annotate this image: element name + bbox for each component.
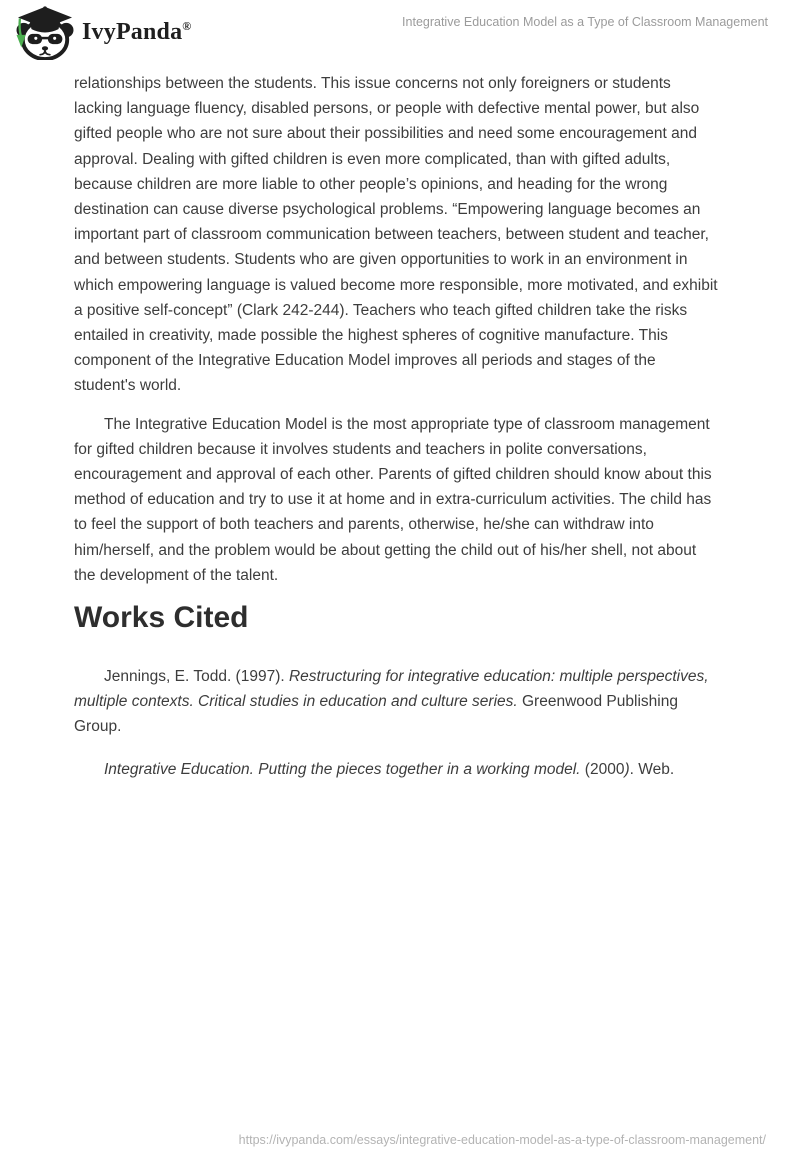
document-body — [74, 63, 718, 799]
essay-paragraph — [74, 71, 718, 399]
text-run: . Web. — [629, 760, 675, 778]
brand-name-text: IvyPanda — [82, 19, 183, 45]
text-run: (2000 — [580, 760, 625, 778]
text-run-italic: Restructuring for integrative education: multiple perspectives, multiple contexts. Critical studies in education and culture series. — [74, 668, 709, 711]
citation-entry — [74, 664, 718, 740]
text-run: Jennings, E. Todd. (1997). — [104, 668, 289, 686]
works-cited-heading: Works Cited — [74, 601, 249, 635]
citation-entry — [74, 757, 718, 782]
text-run-italic: ) — [624, 760, 630, 778]
source-url-link[interactable]: https://ivypanda.com/essays/integrative-education-model-as-a-type-of-classroom-management/ — [238, 1133, 766, 1147]
document-title: Integrative Education Model as a Type of Classroom Management — [402, 15, 768, 29]
text-run: Greenwood Publishing Group. — [74, 693, 678, 736]
text-run: relationships between the students. This issue concerns not only foreigners or students lacking language fluency, disabled persons, or people with defective mental power, but also gifted people who are not sure about their possibilities and need some encouragement and approval. Dealing with gifted children is even more complicated, than with gifted adults, because children are more liable to other people’s opinions, and heading for the wrong destination can cause diverse psychological problems. “Empowering language becomes an important part of classroom communication between teachers, between student and teacher, and between students. Students who are given opportunities to work in an environment in which empowering language is valued become more responsible, more motivated, and exhibit a positive self-concept” (Clark 242-244). Teachers who teach gifted children take the risks entailed in creativity, made possible the highest spheres of cognitive manufacture. This component of the Integrative Education Model improves all periods and stages of the student's world. — [74, 75, 718, 395]
registered-mark: ® — [182, 19, 192, 33]
text-run: The Integrative Education Model is the most appropriate type of classroom management for gifted children because it involves students and teachers in polite conversations, encouragement and approval of each other. Parents of gifted children should know about this method of education and try to use it at home and in extra-curriculum activities. The child has to feel the support of both teachers and parents, otherwise, he/she can withdraw into him/herself, and the problem would be about getting the child out of his/her shell, not about the development of the talent. — [74, 415, 712, 584]
brand-name[interactable] — [82, 19, 191, 46]
essay-paragraph — [74, 412, 718, 588]
text-run-italic: Integrative Education. Putting the pieces together in a working model. — [104, 760, 581, 778]
ivypanda-logo-icon[interactable] — [14, 4, 76, 60]
